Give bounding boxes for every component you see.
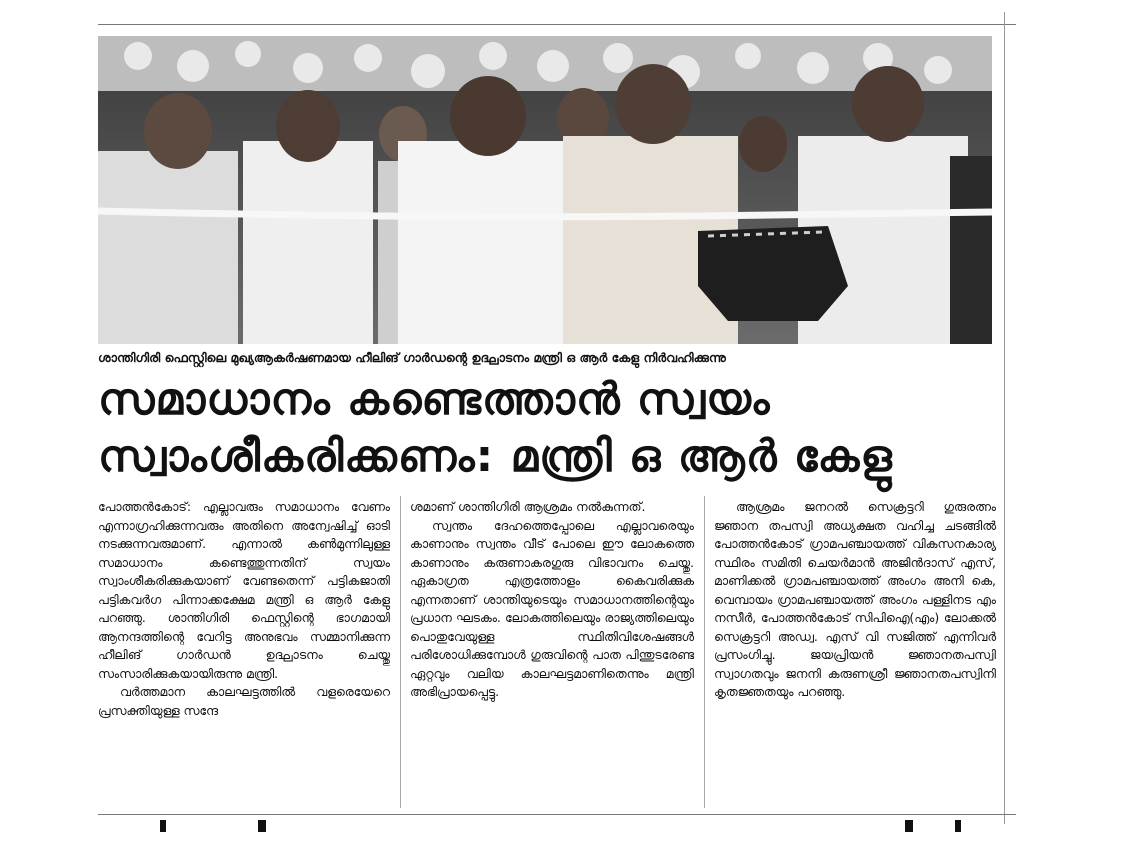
article-column-3 [714,498,996,702]
article-column-1 [98,498,390,720]
next-article-fragment [955,820,961,832]
paragraph: സ്വന്തം ദേഹത്തെപ്പോലെ എല്ലാവരെയും കാണാനും സ്വന്തം വീട് പോലെ ഈ ലോകത്തെ കാണാനും കരുണാകരഗുരു വിഭാവനം ചെയ്തു. ഏകാഗ്രത എത്രത്തോളം കൈവരിക്കുക എന്നതാണ് ശാന്തിയുടെയും സമാധാനത്തിന്റെയും പ്രധാന ഘടകം. ലോകത്തിലെയും രാജ്യത്തിലെയും പൊതുവേയുള്ള സ്ഥിതിവിശേഷങ്ങൾ പരിശോധിക്കുമ്പോൾ ഗുരുവിന്റെ പാത പിന്തുടരേണ്ട ഏറ്റവും വലിയ കാലഘട്ടമാണിതെന്നും മന്ത്രി അഭിപ്രായപ്പെട്ടു. [410,517,694,699]
headline-line-1: സമാധാനം കണ്ടെത്താൻ സ്വയം [98,374,771,425]
paragraph: പോത്തൻകോട്: എല്ലാവരും സമാധാനം വേണം എന്നാഗ്രഹിക്കുന്നവരും അതിനെ അന്വേഷിച്ച് ഓടി നടക്കുന്നവരുമാണ്. എന്നാൽ കൺമുന്നിലുള്ള സമാധാനം കണ്ടെത്തുന്നതിന് സ്വയം സ്വാംശീകരിക്കുകയാണ് വേണ്ടതെന്ന് പട്ടികജാതി പട്ടികവർഗ പിന്നാക്കക്ഷേമ മന്ത്രി ഒ ആർ കേളു പറഞ്ഞു. ശാന്തിഗിരി ഫെസ്റ്റിന്റെ ഭാഗമായി ആനന്ദത്തിന്റെ വേറിട്ട അനുഭവം സമ്മാനിക്കുന്ന ഹീലിങ് ഗാർഡൻ ഉദ്ഘാടനം ചെയ്തു സംസാരിക്കുകയായിരുന്നു മന്ത്രി. [98,499,390,681]
column-divider [400,496,401,808]
next-article-fragment [258,820,266,832]
paragraph: വർത്തമാന കാലഘട്ടത്തിൽ വളരെയേറെ പ്രസക്തിയുള്ള സന്ദേ [98,684,390,718]
column-divider [704,496,705,808]
article-column-2 [410,498,694,702]
right-rule [1004,12,1005,824]
ribbon-cutting-photo-icon [98,36,992,344]
photo-caption: ശാന്തിഗിരി ഫെസ്റ്റിലെ മുഖ്യആകർഷണമായ ഹീലിങ് ഗാർഡന്റെ ഉദ്ഘാടനം മന്ത്രി ഒ ആർ കേളു നിർവഹിക്കുന്നു [98,350,726,365]
paragraph: ശമാണ് ശാന്തിഗിരി ആശ്രമം നൽകുന്നത്. [410,499,646,514]
bottom-rule [98,814,1016,815]
next-article-fragment [905,820,913,832]
news-photo [98,36,992,344]
paragraph: ആശ്രമം ജനറൽ സെക്രട്ടറി ഗുരുരത്നം ജ്ഞാന തപസ്വി അധ്യക്ഷത വഹിച്ച ചടങ്ങിൽ പോത്തൻകോട് ഗ്രാമപഞ്ചായത്ത് വികസനകാര്യ സ്ഥിരം സമിതി ചെയർമാൻ അജിൻദാസ് എസ്, മാണിക്കൽ ഗ്രാമപഞ്ചായത്ത് അംഗം അനി കെ, വെമ്പായം ഗ്രാമപഞ്ചായത്ത് അംഗം പള്ളിനട എം നസീർ, പോത്തൻകോട് സിപിഐ(എം) ലോക്കൽ സെക്രട്ടറി അഡ്വ. എസ് വി സജിത്ത് എന്നിവർ പ്രസംഗിച്ചു. ജയപ്രിയൻ ജ്ഞാനതപസ്വി സ്വാഗതവും ജനനി കരുണശ്രീ ജ്ഞാനതപസ്വിനി കൃതജ്ഞതയും പറഞ്ഞു. [714,499,996,699]
headline-line-2: സ്വാംശീകരിക്കണം: മന്ത്രി ഒ ആർ കേളു [98,431,893,482]
top-rule [98,24,1016,25]
next-article-fragment [160,820,166,832]
headline [98,372,998,486]
